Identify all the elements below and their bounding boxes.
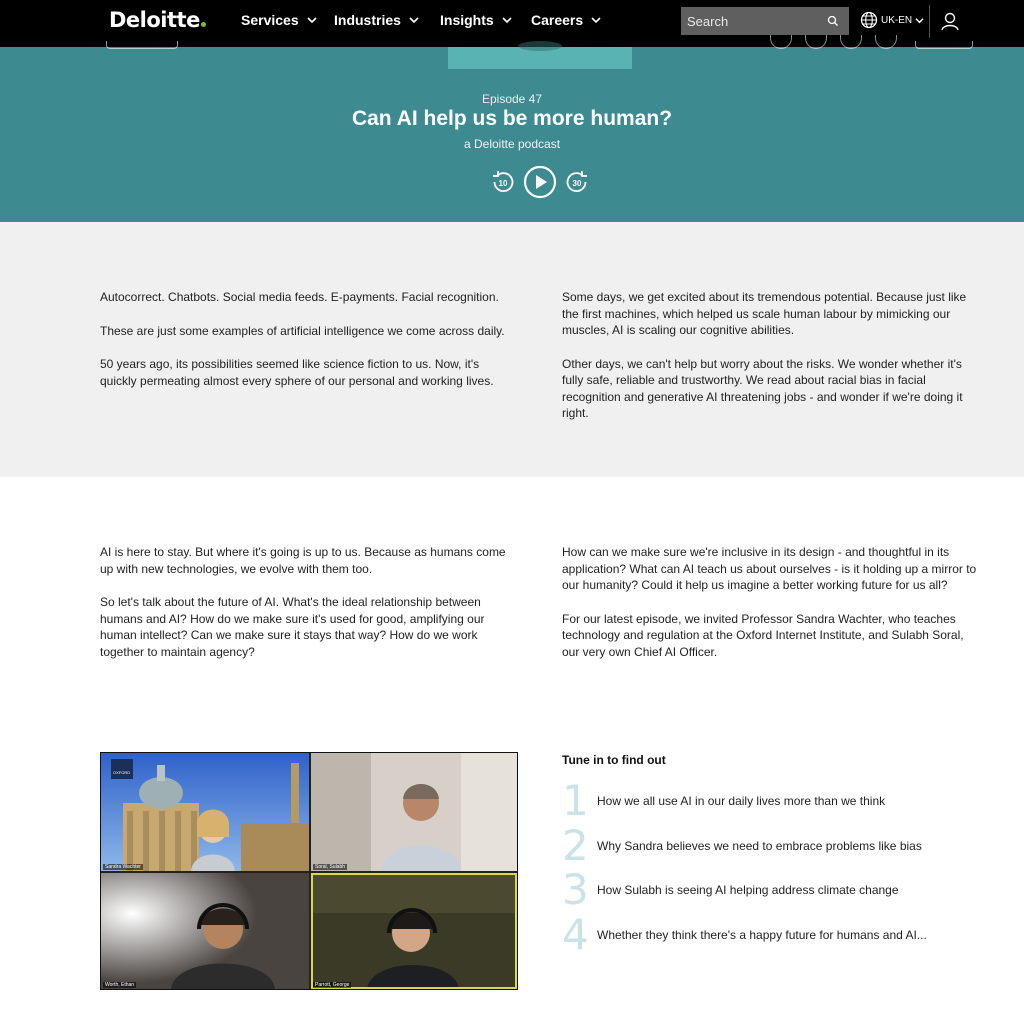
item-text: Why Sandra believes we need to embrace problems like bias (597, 839, 922, 853)
intro-left-column (100, 289, 518, 406)
chevron-down-icon (502, 15, 512, 25)
user-icon (940, 11, 960, 31)
intro-paragraph: Some days, we get excited about its tremendous potential. Because just like the first machines, which helped us scale human labour by mimicking our muscles, AI is scaling our cognitive abilities. (562, 290, 967, 337)
video-tile-george (311, 873, 517, 989)
chevron-down-icon (409, 15, 419, 25)
search-input[interactable] (687, 14, 817, 29)
user-account-button[interactable] (940, 11, 960, 36)
rewind-seconds-label: 10 (498, 179, 508, 188)
video-tile-ethan (101, 873, 309, 989)
podcast-hero (0, 47, 1024, 222)
oxford-scene-image (101, 753, 309, 871)
oxford-crest-text: OXFORD (113, 770, 131, 775)
item-text: Whether they think there's a happy future for humans and AI... (597, 928, 927, 942)
nav-item-industries[interactable] (334, 12, 419, 28)
item-number: 2 (562, 821, 589, 870)
body-paragraph: How can we make sure we're inclusive in its design - and thoughtful in its application? What can AI teach us about ourselves - is it holding up a mirror to our humanity? Could it help us imagine a better working future for us all? (562, 545, 977, 592)
intro-paragraph: These are just some examples of artificial intelligence we come across daily. (100, 323, 505, 338)
participant-name: Sandra Wachter (105, 864, 141, 870)
nav-divider (929, 5, 930, 38)
nav-item-label: Careers (531, 12, 584, 28)
intro-right-column (562, 289, 982, 439)
item-text: How we all use AI in our daily lives more than we think (597, 794, 886, 808)
nav-item-label: Insights (440, 12, 494, 28)
participant-name: Worth, Ethan (105, 982, 135, 988)
nav-item-careers[interactable] (531, 12, 601, 28)
body-paragraph: So let's talk about the future of AI. What's the ideal relationship between humans and AI? How do we make sure it's used for good, amplifying our human intellect? Can we make sure it stays that way? How do we work together to maintain agency? (100, 595, 485, 659)
podcast-artwork (448, 47, 632, 69)
participant-name: Soral, Sulabh (315, 864, 346, 870)
search-icon[interactable] (827, 15, 839, 27)
intro-paragraph: Autocorrect. Chatbots. Social media feeds. E-payments. Facial recognition. (100, 290, 499, 304)
nav-item-services[interactable] (241, 12, 317, 28)
participant-image (311, 873, 517, 989)
participant-name: Parrott, George (315, 982, 350, 988)
tune-in-heading: Tune in to find out (562, 753, 666, 767)
rewind-10-icon[interactable] (490, 169, 516, 195)
tune-in-item (562, 910, 927, 959)
intro-paragraph: 50 years ago, its possibilities seemed like science fiction to us. Now, it's quickly permeating almost every sphere of our personal and working lives. (100, 357, 494, 388)
tune-in-item (562, 865, 899, 914)
logo-dot (201, 22, 206, 27)
item-number: 1 (562, 776, 589, 825)
podcast-subtitle: a Deloitte podcast (463, 137, 561, 151)
forward-seconds-label: 30 (572, 179, 582, 188)
item-number: 4 (562, 910, 589, 959)
intro-paragraph: Other days, we can't help but worry about the risks. We wonder whether it's fully safe, reliable and trustworthy. We read about racial bias in facial recognition and generative AI threatening jobs - and wonder if we're doing it right. (562, 356, 963, 420)
page-title: Can AI help us be more human? (351, 107, 673, 130)
item-text: How Sulabh is seeing AI helping address climate change (597, 883, 899, 897)
top-navigation (0, 0, 1024, 47)
tune-in-item (562, 821, 922, 870)
video-tile-sandra (101, 753, 309, 871)
share-icon[interactable] (840, 35, 862, 49)
share-icon[interactable] (875, 35, 897, 49)
chevron-down-icon (307, 15, 317, 25)
item-number: 3 (562, 865, 589, 914)
body-right-column (562, 544, 982, 677)
tune-in-item (562, 776, 886, 825)
body-paragraph: AI is here to stay. But where it's going is up to us. Because as humans come up with new technologies, we evolve with them too. (100, 545, 506, 576)
chevron-down-icon (915, 16, 924, 25)
chevron-down-icon (591, 15, 601, 25)
nav-item-label: Industries (334, 12, 401, 28)
audio-player-controls (490, 165, 590, 199)
logo-text: Deloitte (109, 8, 200, 32)
nav-item-insights[interactable] (440, 12, 512, 28)
search-box (681, 7, 849, 35)
video-call-photo (100, 752, 518, 990)
locale-label: UK-EN (881, 14, 913, 26)
participant-image (311, 753, 517, 871)
episode-number: Episode 47 (481, 92, 543, 106)
participant-image (101, 873, 309, 989)
locale-selector[interactable] (860, 11, 924, 29)
forward-30-icon[interactable] (564, 169, 590, 195)
hero-ghost-button-right[interactable] (915, 41, 973, 49)
share-icon[interactable] (805, 35, 827, 49)
play-button[interactable] (523, 165, 557, 199)
hero-ghost-button-left[interactable] (106, 41, 178, 49)
deloitte-logo[interactable] (109, 8, 206, 32)
body-paragraph: For our latest episode, we invited Professor Sandra Wachter, who teaches technology and regulation at the Oxford Internet Institute, and Sulabh Soral, our very own Chief AI Officer. (562, 611, 964, 659)
video-tile-sulabh (311, 753, 517, 871)
share-icon[interactable] (770, 35, 792, 49)
globe-icon (860, 11, 878, 29)
body-left-column (100, 544, 518, 677)
nav-item-label: Services (241, 12, 299, 28)
